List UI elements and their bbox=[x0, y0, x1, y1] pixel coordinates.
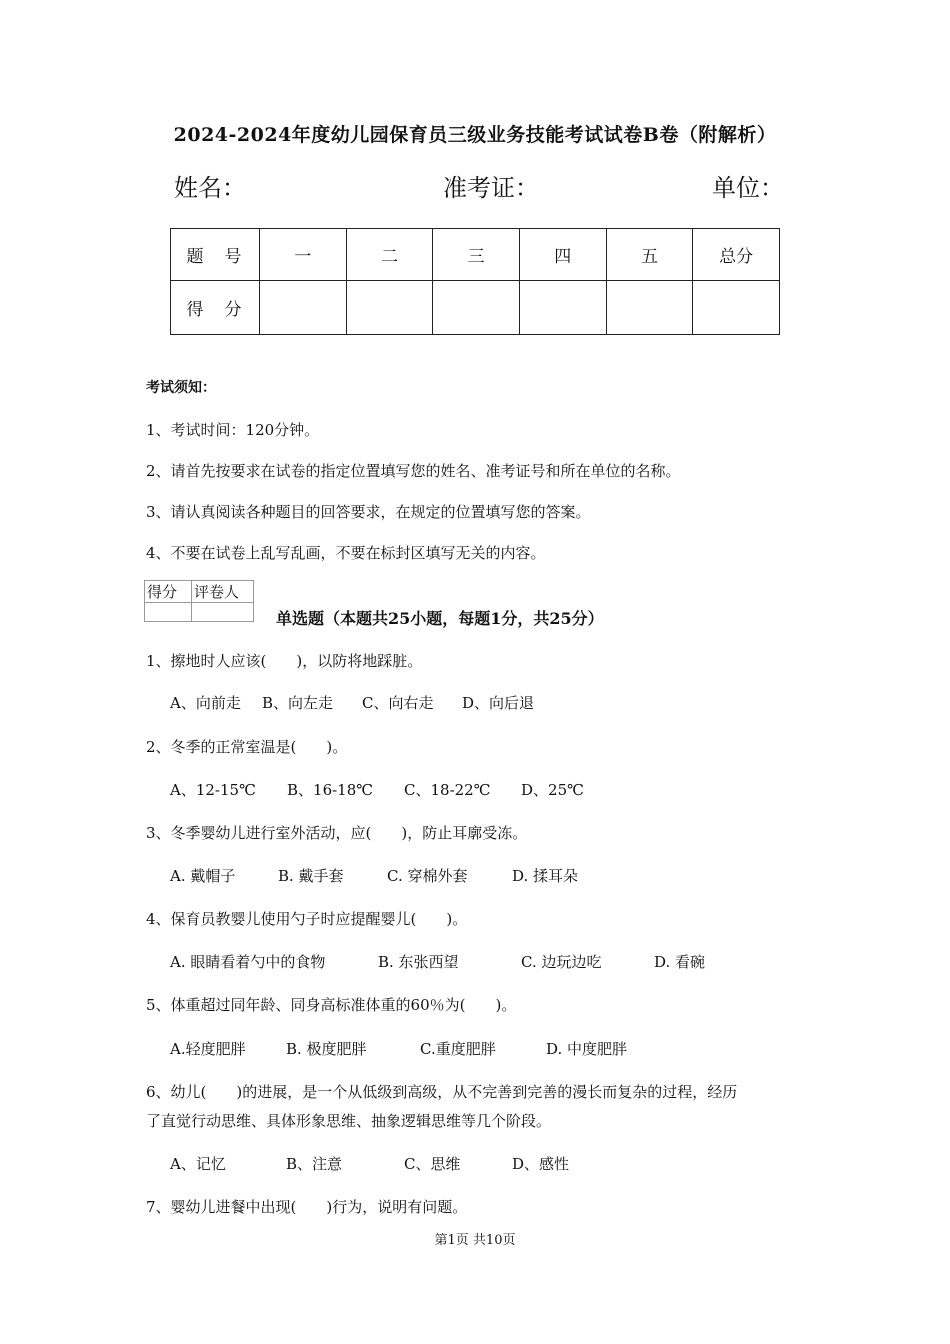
score-cell bbox=[606, 281, 693, 335]
question-stem: 7、婴幼儿进餐中出现( )行为，说明有问题。 bbox=[146, 1198, 468, 1216]
question-option: A.轻度肥胖 bbox=[170, 1040, 246, 1058]
page-footer: 第1页 共10页 bbox=[434, 1233, 516, 1248]
question-option: B. 东张西望 bbox=[378, 953, 459, 971]
grader-score-cell bbox=[145, 603, 192, 622]
note-item: 2、请首先按要求在试卷的指定位置填写您的姓名、准考证号和所在单位的名称。 bbox=[146, 462, 681, 480]
score-table-col-total: 总分 bbox=[693, 229, 780, 281]
score-table-col-5: 五 bbox=[606, 229, 693, 281]
score-cell bbox=[346, 281, 433, 335]
grader-table bbox=[144, 580, 254, 622]
name-field-label: 姓名： bbox=[174, 174, 246, 202]
question-stem: 1、擦地时人应该( )，以防将地踩脏。 bbox=[146, 652, 423, 670]
candidate-info-fields bbox=[0, 168, 950, 204]
page-title: 2024-2024年度幼儿园保育员三级业务技能考试试卷B卷（附解析） bbox=[173, 124, 777, 146]
score-table bbox=[170, 228, 780, 335]
grader-name-label: 评卷人 bbox=[192, 581, 254, 603]
question-option: A、12-15℃ bbox=[170, 781, 256, 799]
question-option: A、向前走 bbox=[170, 694, 241, 712]
unit-field-label: 单位： bbox=[712, 174, 784, 202]
question-option: D、25℃ bbox=[521, 781, 584, 799]
question-option: A. 戴帽子 bbox=[170, 867, 236, 885]
section-title: 单选题（本题共25小题，每题1分，共25分） bbox=[276, 609, 604, 628]
question-option: D. 中度肥胖 bbox=[546, 1040, 628, 1058]
score-table-row-label: 得 分 bbox=[171, 281, 260, 335]
question-stem: 4、保育员教婴儿使用勺子时应提醒婴儿( )。 bbox=[146, 910, 468, 928]
question-option: C、18-22℃ bbox=[404, 781, 491, 799]
note-item: 4、不要在试卷上乱写乱画，不要在标封区填写无关的内容。 bbox=[146, 544, 546, 562]
score-cell bbox=[433, 281, 520, 335]
grader-score-label: 得分 bbox=[145, 581, 192, 603]
score-cell bbox=[519, 281, 606, 335]
question-stem: 2、冬季的正常室温是( )。 bbox=[146, 738, 348, 756]
question-option: D. 揉耳朵 bbox=[512, 867, 579, 885]
question-stem: 6、幼儿( )的进展，是一个从低级到高级，从不完善到完善的漫长而复杂的过程，经历 bbox=[146, 1083, 738, 1101]
question-option: C、思维 bbox=[404, 1155, 461, 1173]
question-option: C、向右走 bbox=[362, 694, 434, 712]
note-item: 1、考试时间：120分钟。 bbox=[146, 421, 320, 439]
question-option: B、16-18℃ bbox=[287, 781, 374, 799]
score-table-col-1: 一 bbox=[260, 229, 347, 281]
question-option: D、感性 bbox=[512, 1155, 570, 1173]
question-option: B、注意 bbox=[286, 1155, 343, 1173]
question-option: B. 戴手套 bbox=[278, 867, 344, 885]
question-option: C.重度肥胖 bbox=[420, 1040, 496, 1058]
question-option: A、记忆 bbox=[170, 1155, 226, 1173]
score-cell bbox=[260, 281, 347, 335]
score-table-col-2: 二 bbox=[346, 229, 433, 281]
question-option: B、向左走 bbox=[262, 694, 334, 712]
notes-title: 考试须知： bbox=[146, 380, 216, 396]
question-option: C. 穿棉外套 bbox=[387, 867, 468, 885]
exam-number-field-label: 准考证： bbox=[443, 174, 539, 202]
score-table-col-3: 三 bbox=[433, 229, 520, 281]
question-stem-continued: 了直觉行动思维、具体形象思维、抽象逻辑思维等几个阶段。 bbox=[146, 1112, 552, 1130]
grader-name-cell bbox=[192, 603, 254, 622]
question-option: B. 极度肥胖 bbox=[286, 1040, 367, 1058]
score-table-header-label: 题 号 bbox=[171, 229, 260, 281]
question-option: D、向后退 bbox=[462, 694, 535, 712]
note-item: 3、请认真阅读各种题目的回答要求，在规定的位置填写您的答案。 bbox=[146, 503, 591, 521]
question-option: C. 边玩边吃 bbox=[521, 953, 602, 971]
question-stem: 3、冬季婴幼儿进行室外活动，应( )，防止耳廓受冻。 bbox=[146, 824, 528, 842]
question-option: D. 看碗 bbox=[654, 953, 706, 971]
score-table-col-4: 四 bbox=[519, 229, 606, 281]
question-stem: 5、体重超过同年龄、同身高标准体重的60％为( )。 bbox=[146, 996, 517, 1014]
question-option: A. 眼睛看着勺中的食物 bbox=[170, 953, 326, 971]
score-cell bbox=[693, 281, 780, 335]
